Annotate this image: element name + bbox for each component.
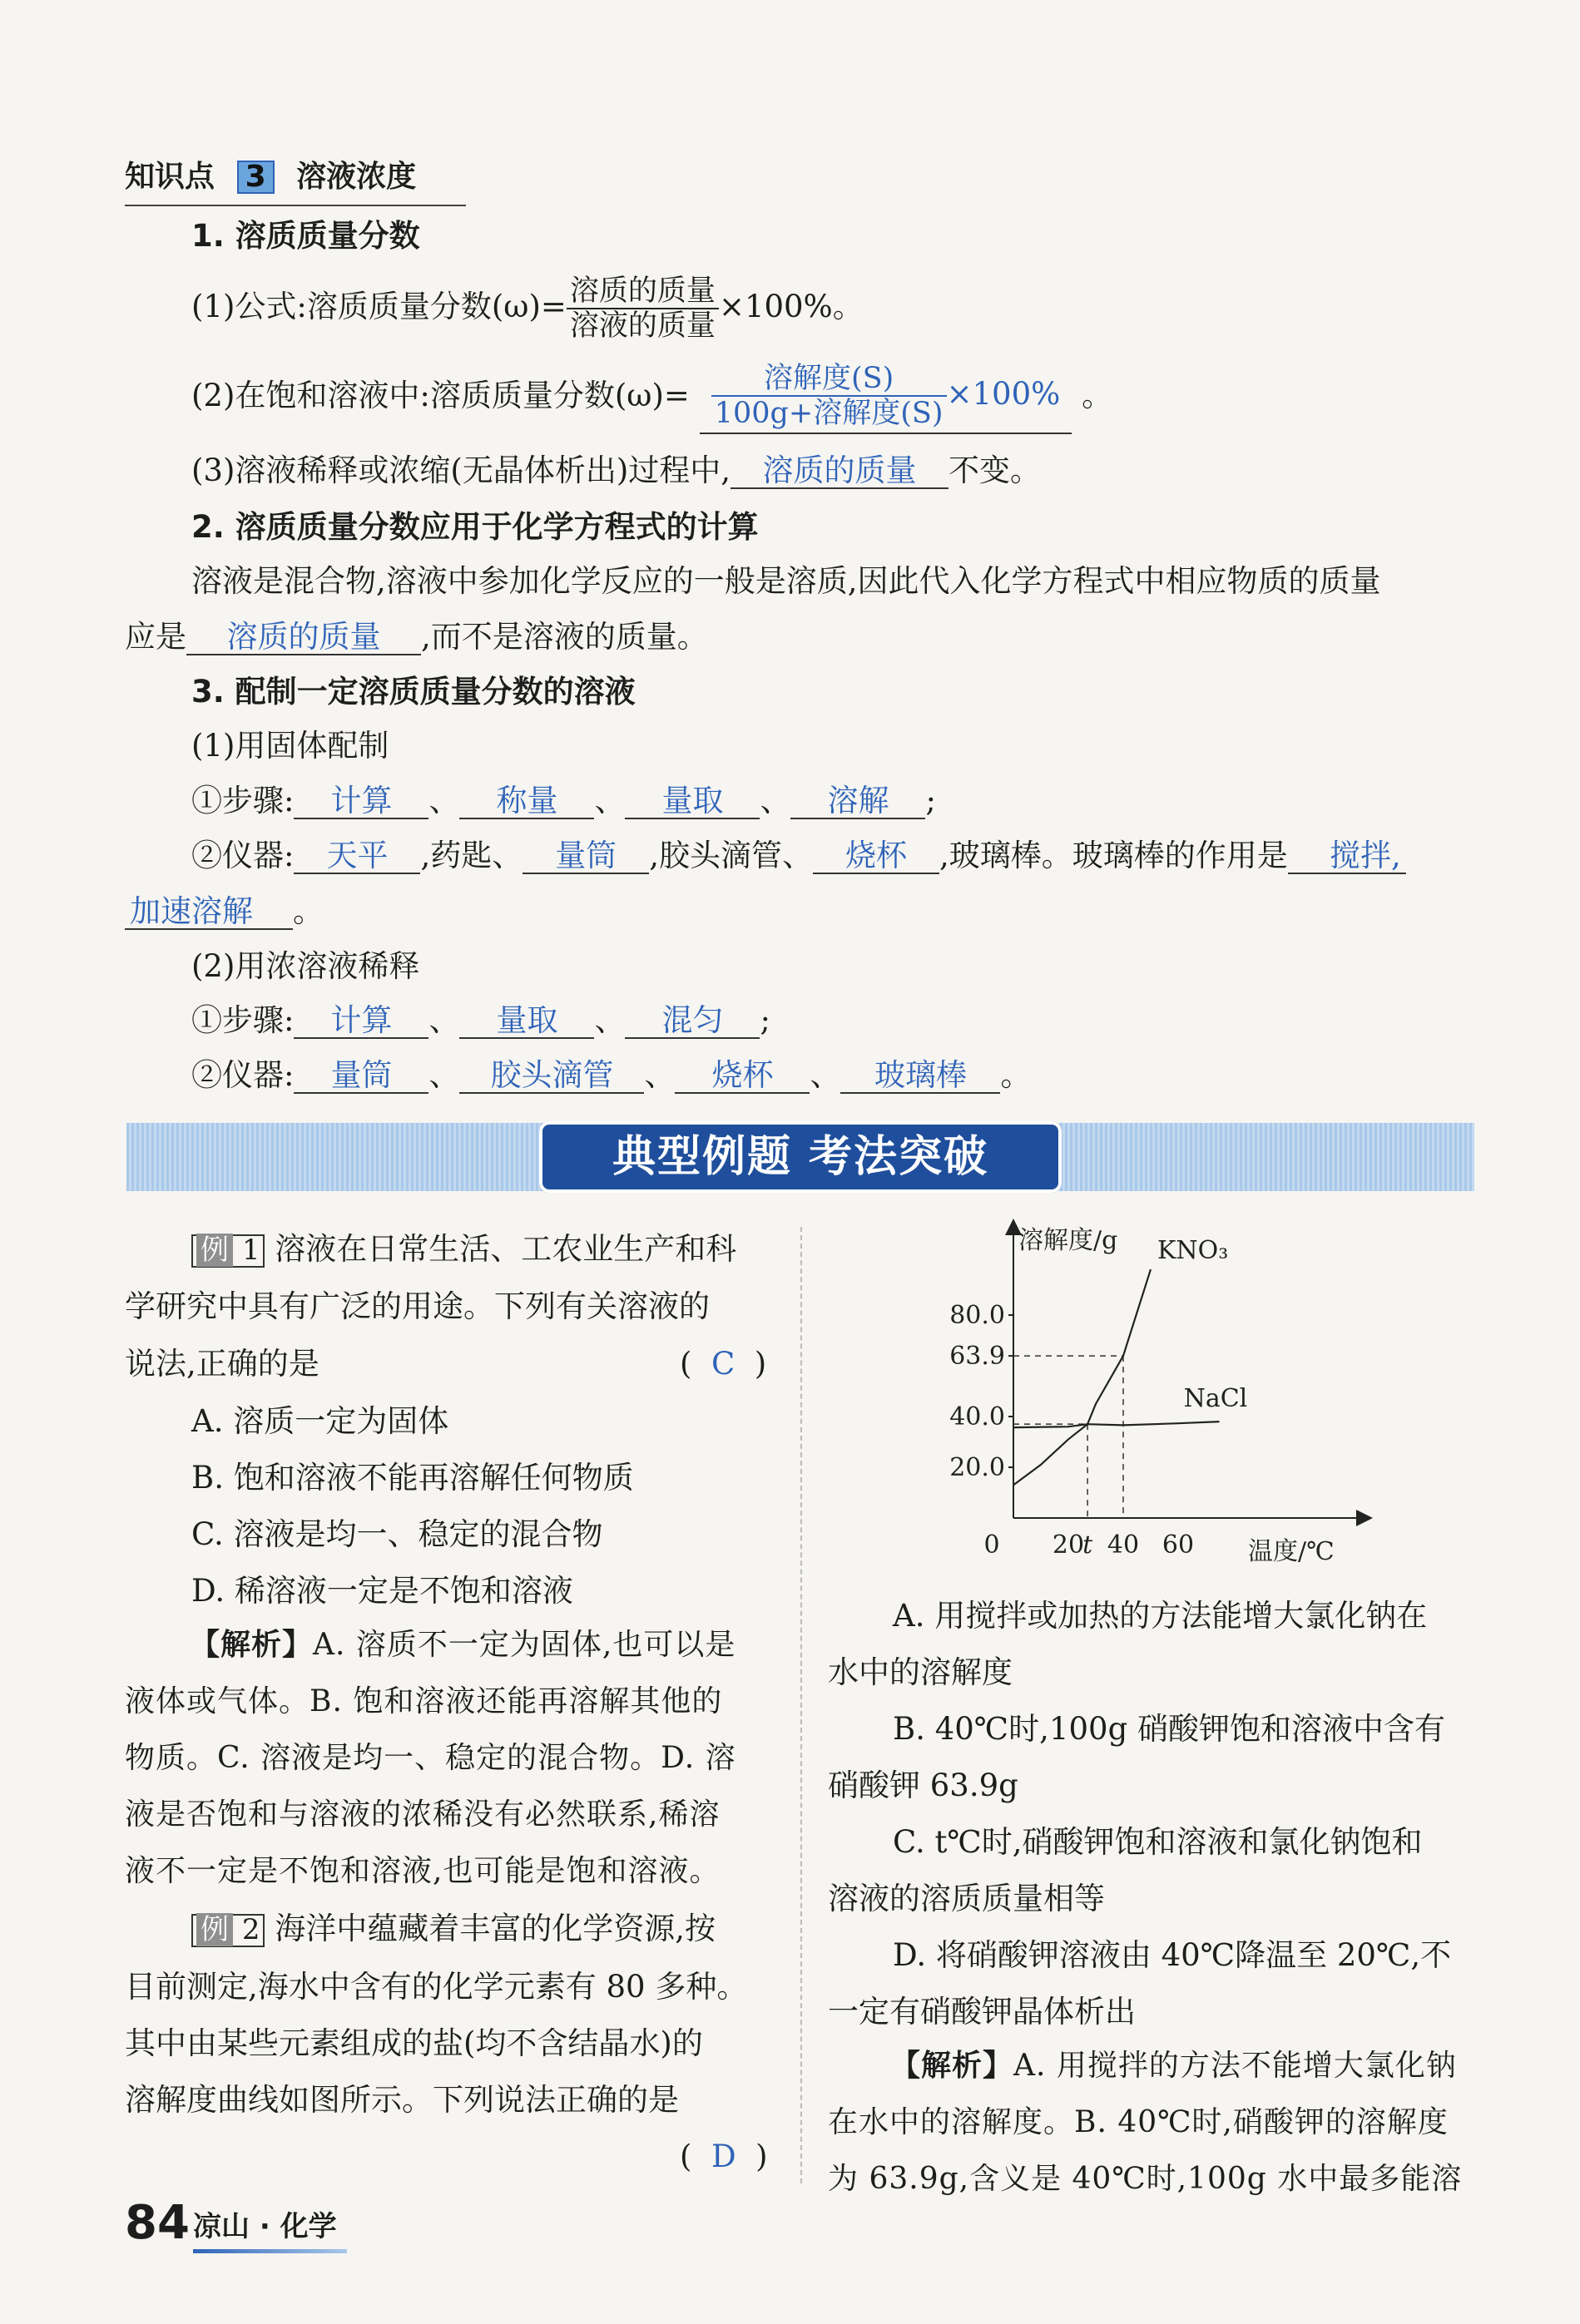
series-label-1: NaCl xyxy=(1183,1384,1248,1414)
ex1-exp4: 液是否饱和与溶液的浓稀没有必然联系,稀溶 xyxy=(125,1797,721,1832)
step-blank: 溶解 xyxy=(790,785,925,819)
formula-2-blank: $\frac{\text{溶解度(S)}}{\text{100g+溶解度(S)}}$ ×100% xyxy=(700,362,1072,434)
series-line-1 xyxy=(1013,1422,1220,1427)
ex1-exp2: 液体或气体。B. 饱和溶液还能再溶解其他的 xyxy=(125,1684,723,1718)
ex1-exp1: 【解析】A. 溶质不一定为固体,也可以是 xyxy=(190,1628,736,1662)
steps-dilute: ①步骤: 计算 、 量取 、 混匀 ; xyxy=(191,1002,770,1038)
page-number: 84 xyxy=(125,2196,190,2250)
instruments-solid-cont: 加速溶解 。 xyxy=(125,896,324,930)
ex2-exp1: 【解析】A. 用搅拌的方法不能增大氯化钠 xyxy=(890,2049,1457,2083)
steps-solid: ①步骤: 计算 、 称量 、 量取 、 溶解 ; xyxy=(191,783,936,818)
banner-title: 典型例题 考法突破 xyxy=(539,1121,1062,1193)
s3-sub2: (2)用浓溶液稀释 xyxy=(191,948,420,984)
ex1-exp3: 物质。C. 溶液是均一、稳定的混合物。D. 溶 xyxy=(125,1741,736,1775)
instrument-blank: 玻璃棒 xyxy=(840,1060,1000,1094)
ex2-optC1: C. t℃时,硝酸钾饱和溶液和氯化钠饱和 xyxy=(893,1824,1423,1860)
x-tick-label: 40 xyxy=(1107,1530,1140,1560)
column-divider xyxy=(800,1227,802,2183)
ex2-optB1: B. 40℃时,100g 硝酸钾饱和溶液中含有 xyxy=(893,1711,1446,1747)
ex2-optB2: 硝酸钾 63.9g xyxy=(828,1768,1018,1803)
s2-line1: 溶液是混合物,溶液中参加化学反应的一般是溶质,因此代入化学方程式中相应物质的质量 xyxy=(191,563,1381,599)
fraction-2: $\frac{\text{溶解度(S)}}{\text{100g+溶解度(S)}}$ xyxy=(711,362,947,431)
instruments-dilute: ②仪器: 量筒 、 胶头滴管 、 烧杯 、 玻璃棒 。 xyxy=(191,1057,1032,1093)
series-line-0 xyxy=(1013,1269,1151,1485)
formula-2: (2)在饱和溶液中:溶质质量分数(ω)= $\frac{\text{溶解度(S)}}{\text{100g+溶解度(S)}}$ ×100% 。 xyxy=(191,362,1112,434)
blank-solute-mass: 溶质的质量 xyxy=(731,455,948,489)
ex1-optD: D. 稀溶液一定是不饱和溶液 xyxy=(191,1573,573,1609)
ex2-line4: 溶解度曲线如图所示。下列说法正确的是 xyxy=(125,2082,679,2118)
step-blank: 称量 xyxy=(459,785,594,819)
s3-sub1: (1)用固体配制 xyxy=(191,728,389,764)
ex2-exp2: 在水中的溶解度。B. 40℃时,硝酸钾的溶解度 xyxy=(828,2105,1449,2139)
y-tick-label: 80.0 xyxy=(949,1301,1005,1330)
footer-text: 凉山 · 化学 xyxy=(193,2210,337,2243)
role-blank: 搅拌, xyxy=(1288,840,1406,874)
x-axis-label: 温度/℃ xyxy=(1248,1537,1335,1566)
ex1-exp5: 液不一定是不饱和溶液,也可能是饱和溶液。 xyxy=(125,1854,721,1888)
step-blank: 计算 xyxy=(294,1005,428,1039)
x-tick-label: 0 xyxy=(983,1530,1000,1560)
s1-p3: (3)溶液稀释或浓缩(无晶体析出)过程中, 溶质的质量 不变。 xyxy=(191,452,1042,488)
instruments-solid: ②仪器: 天平 ,药匙、 量筒 ,胶头滴管、 烧杯 ,玻璃棒。玻璃棒的作用是 搅拌, xyxy=(191,840,1406,874)
ex2-tag: 例 2 xyxy=(191,1914,265,1947)
y-tick-label: 40.0 xyxy=(949,1402,1005,1431)
role-blank-2: 加速溶解 xyxy=(125,896,293,930)
ex2-optC2: 溶液的溶质质量相等 xyxy=(828,1881,1105,1916)
ex1-optA: A. 溶质一定为固体 xyxy=(191,1403,449,1439)
section-underline xyxy=(125,205,466,206)
formula-1: (1)公式:溶质质量分数(ω)= $\frac{\text{溶质的质量}}{\text{溶液的质量}}$ ×100%。 xyxy=(191,274,864,344)
ex2-line3: 其中由某些元素组成的盐(均不含结晶水)的 xyxy=(125,2025,703,2061)
y-tick-label: 20.0 xyxy=(949,1453,1005,1482)
ex2-answer: D xyxy=(711,2139,736,2174)
solubility-chart xyxy=(915,1219,1381,1576)
instrument-blank: 胶头滴管 xyxy=(459,1060,644,1094)
ex1-line1: 例 1 溶液在日常生活、工农业生产和科 xyxy=(191,1234,736,1268)
step-blank: 量取 xyxy=(459,1005,594,1039)
footer-underline xyxy=(193,2249,347,2253)
x-tick-label: 20 xyxy=(1052,1530,1085,1560)
instrument-blank: 量筒 xyxy=(294,1060,428,1094)
blank-solute-mass-2: 溶质的质量 xyxy=(186,621,421,655)
ex1-line2: 学研究中具有广泛的用途。下列有关溶液的 xyxy=(125,1288,710,1324)
step-blank: 计算 xyxy=(294,785,428,819)
s3-heading: 3. 配制一定溶质质量分数的溶液 xyxy=(191,674,636,710)
s2-line2: 应是 溶质的质量 ,而不是溶液的质量。 xyxy=(125,619,708,655)
x-tick-label: t xyxy=(1082,1530,1093,1560)
instrument-blank: 天平 xyxy=(294,840,420,874)
section-number: 3 xyxy=(237,161,275,194)
ex1-tag: 例 1 xyxy=(191,1234,265,1268)
ex2-line1: 例 2 海洋中蕴藏着丰富的化学资源,按 xyxy=(191,1913,716,1947)
ex2-exp3: 为 63.9g,含义是 40℃时,100g 水中最多能溶 xyxy=(828,2162,1463,2196)
ex1-line3: 说法,正确的是 xyxy=(125,1346,319,1382)
instrument-blank: 量筒 xyxy=(523,840,649,874)
ex2-line2: 目前测定,海水中含有的化学元素有 80 多种。 xyxy=(125,1969,748,2005)
series-label-0: KNO₃ xyxy=(1157,1236,1229,1265)
ex2-answer-bracket: ( D ) xyxy=(680,2139,768,2174)
ex2-optA2: 水中的溶解度 xyxy=(828,1654,1013,1690)
s2-heading: 2. 溶质质量分数应用于化学方程式的计算 xyxy=(191,509,759,545)
y-axis-label: 溶解度/g xyxy=(1018,1226,1118,1255)
step-blank: 量取 xyxy=(625,785,760,819)
x-tick-label: 60 xyxy=(1161,1530,1195,1560)
ex1-answer: C xyxy=(711,1346,736,1382)
ex2-optD2: 一定有硝酸钾晶体析出 xyxy=(828,1994,1136,2030)
y-tick-label: 63.9 xyxy=(949,1342,1005,1372)
section-header xyxy=(125,161,416,194)
instrument-blank: 烧杯 xyxy=(675,1060,810,1094)
ex1-optC: C. 溶液是均一、稳定的混合物 xyxy=(191,1516,603,1552)
ex1-answer-bracket: ( C ) xyxy=(680,1346,767,1382)
ex1-optB: B. 饱和溶液不能再溶解任何物质 xyxy=(191,1460,634,1496)
s1-heading: 1. 溶质质量分数 xyxy=(191,218,420,254)
fraction-1: $\frac{\text{溶质的质量}}{\text{溶液的质量}}$ xyxy=(567,274,719,344)
section-title: 溶液浓度 xyxy=(296,160,417,194)
step-blank: 混匀 xyxy=(625,1005,760,1039)
ex2-optD1: D. 将硝酸钾溶液由 40℃降温至 20℃,不 xyxy=(893,1937,1452,1973)
instrument-blank: 烧杯 xyxy=(813,840,939,874)
ex2-optA1: A. 用搅拌或加热的方法能增大氯化钠在 xyxy=(893,1598,1428,1634)
section-prefix: 知识点 xyxy=(125,160,215,194)
